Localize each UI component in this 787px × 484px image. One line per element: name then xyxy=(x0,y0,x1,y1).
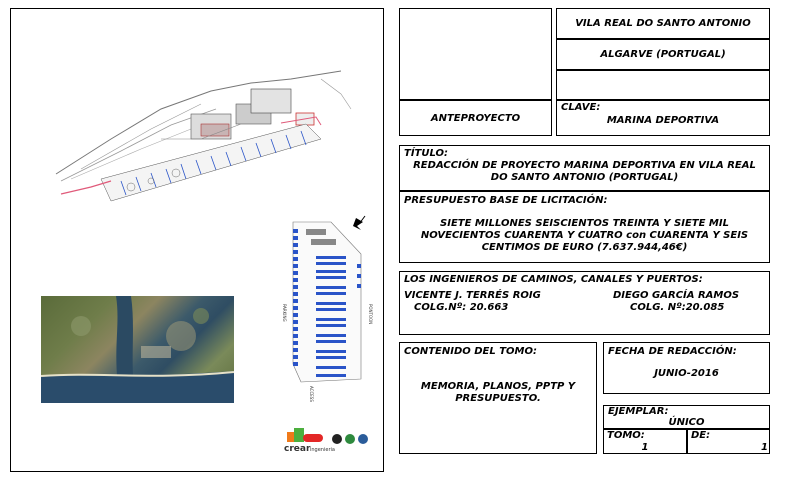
empty-box xyxy=(399,8,552,100)
region-box xyxy=(556,39,770,70)
clave-label: CLAVE: xyxy=(561,102,601,113)
titulo-label: TÍTULO: xyxy=(404,148,448,159)
presupuesto-label: PRESUPUESTO BASE DE LICITACIÓN: xyxy=(404,195,608,206)
logo-red-block xyxy=(303,434,323,442)
location-label: VILA REAL DO SANTO ANTONIO xyxy=(575,18,751,29)
fecha-box xyxy=(603,342,770,394)
fecha-value: JUNIO-2016 xyxy=(654,368,719,379)
blank-box xyxy=(556,70,770,100)
svg-text:ACCESS: ACCESS xyxy=(309,386,314,402)
engineer-1-coleg: COLG.Nº: 20.663 xyxy=(414,302,509,313)
ejemplar-label: EJEMPLAR: xyxy=(608,406,669,417)
phase-box xyxy=(399,100,552,136)
tomo-label: TOMO: xyxy=(607,430,645,441)
drawing-sheet xyxy=(10,8,384,472)
engineer-2-name: DIEGO GARCÍA RAMOS xyxy=(613,290,740,301)
region-label: ALGARVE (PORTUGAL) xyxy=(600,49,726,60)
location-box xyxy=(556,8,770,39)
badge-icon xyxy=(332,434,342,444)
clave-value: MARINA DEPORTIVA xyxy=(606,115,720,126)
de-label: DE: xyxy=(691,430,711,441)
badge-icon xyxy=(358,434,368,444)
ingenieros-box xyxy=(399,271,770,335)
badge-icon xyxy=(345,434,355,444)
ejemplar-value: ÚNICO xyxy=(668,417,705,428)
contenido-box xyxy=(399,342,597,454)
titulo-box xyxy=(399,145,770,191)
site-plan-drawing xyxy=(51,69,356,219)
marina-detail-plan xyxy=(271,214,381,402)
titulo-text: REDACCIÓN DE PROYECTO MARINA DEPORTIVA EN VILA REAL DO SANTO ANTONIO (PORTUGAL) xyxy=(413,160,756,183)
presupuesto-text: SIETE MILLONES SEISCIENTOS TREINTA Y SIETE MIL NOVECIENTOS CUARENTA Y CUATRO con CUARENTA Y SEIS CENTIMOS DE EURO (7.637.944,46€) xyxy=(420,218,749,253)
tomo-value: 1 xyxy=(641,442,649,453)
fecha-label: FECHA DE REDACCIÓN: xyxy=(608,346,737,357)
phase-label: ANTEPROYECTO xyxy=(430,113,521,124)
engineer-1-name: VICENTE J. TERRÉS ROIG xyxy=(404,290,541,301)
contenido-label: CONTENIDO DEL TOMO: xyxy=(404,346,537,357)
tomo-box xyxy=(603,429,687,454)
contenido-text: MEMORIA, PLANOS, PPTP Y PRESUPUESTO. xyxy=(420,381,576,404)
ingenieros-label: LOS INGENIEROS DE CAMINOS, CANALES Y PUERTOS: xyxy=(404,274,703,285)
company-logo xyxy=(284,426,379,460)
ejemplar-box xyxy=(603,405,770,429)
de-box xyxy=(687,429,770,454)
presupuesto-box xyxy=(399,191,770,263)
de-value: 1 xyxy=(761,442,768,453)
clave-box xyxy=(556,100,770,136)
satellite-image xyxy=(41,296,234,403)
north-arrow-icon xyxy=(353,216,365,230)
engineer-2-coleg: COLG. Nº:20.085 xyxy=(630,302,725,313)
svg-text:PARKING: PARKING xyxy=(282,304,287,322)
logo-brand: crear xyxy=(284,444,311,454)
svg-text:PONTOON: PONTOON xyxy=(368,304,373,325)
logo-sub: ingenieria xyxy=(310,447,335,453)
